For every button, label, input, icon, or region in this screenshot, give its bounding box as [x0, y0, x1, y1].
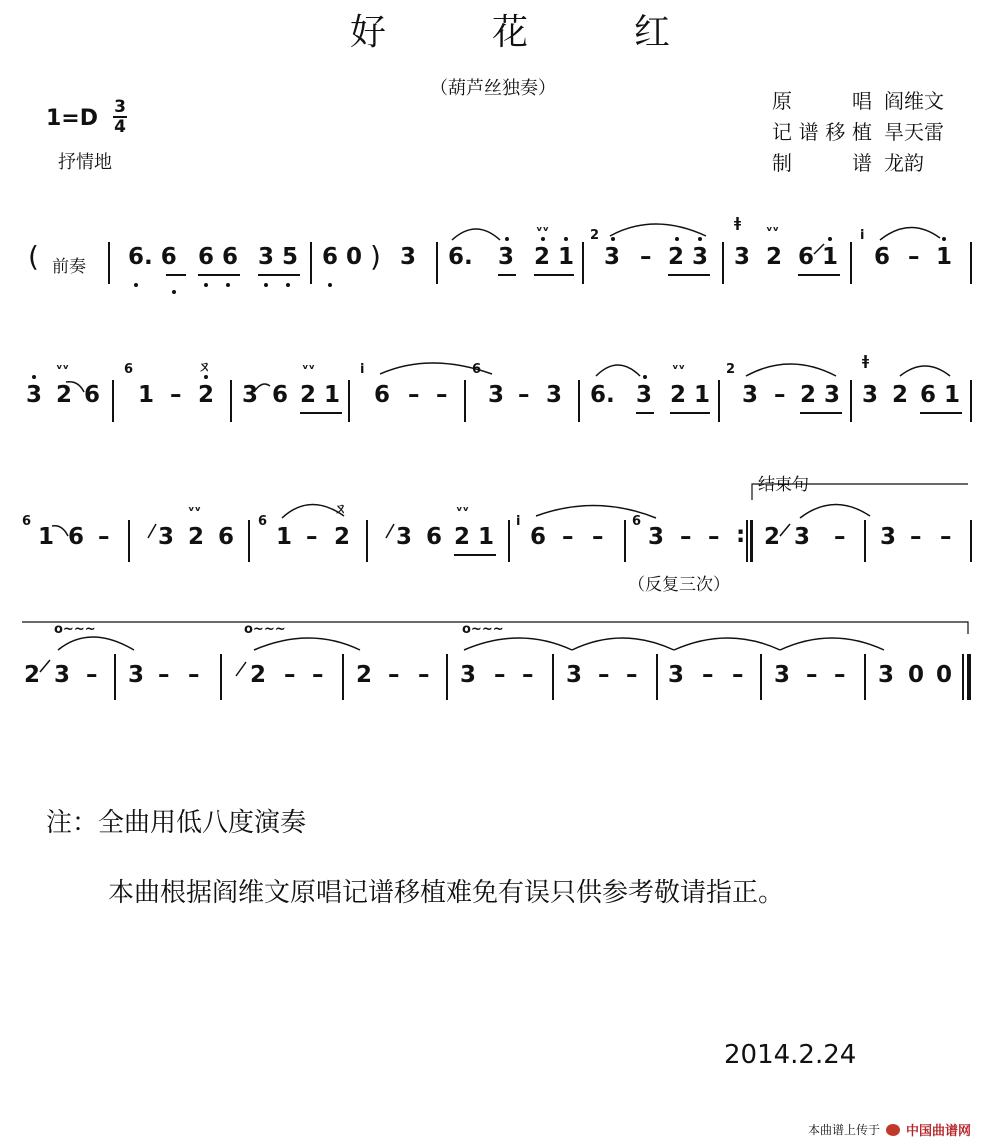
- note-group: 2 3: [800, 382, 841, 408]
- score-line-3: [0, 475, 1000, 595]
- dash: –: [834, 524, 846, 550]
- note: 6: [874, 244, 891, 270]
- credit-role-char: 唱: [852, 89, 872, 113]
- title-char: 花: [491, 12, 528, 53]
- note: 2: [198, 382, 215, 408]
- dash: –: [732, 662, 744, 688]
- grace-note: 6: [472, 362, 482, 377]
- title-char: 好: [350, 12, 387, 53]
- note: 3: [880, 524, 897, 550]
- dash: –: [418, 662, 430, 688]
- open-paren: (: [28, 240, 39, 273]
- tempo-mood: 抒情地: [58, 152, 112, 173]
- note: 2: [56, 382, 73, 408]
- grace-note: i: [360, 362, 365, 377]
- note: 3: [546, 382, 563, 408]
- note: 6.: [448, 244, 473, 270]
- close-paren: ): [370, 240, 381, 273]
- footer-text: 本曲谱上传于: [808, 1123, 881, 1137]
- note: 2: [24, 662, 41, 688]
- dash: –: [408, 382, 420, 408]
- note: 3: [774, 662, 791, 688]
- dash: –: [592, 524, 604, 550]
- note: 6: [68, 524, 85, 550]
- dash: –: [562, 524, 574, 550]
- note: 3: [742, 382, 759, 408]
- credit-name: 龙韵: [884, 151, 924, 175]
- note-group: 2 1: [454, 524, 495, 550]
- time-signature: [113, 98, 127, 136]
- grace-note: i: [860, 228, 865, 243]
- note: 3: [734, 244, 751, 270]
- grace-note: 2: [726, 362, 736, 377]
- note: 3: [668, 662, 685, 688]
- credit-role: [772, 148, 872, 179]
- trill-mark: ᵥᵥ: [188, 500, 202, 515]
- note: 3: [54, 662, 71, 688]
- dash: –: [702, 662, 714, 688]
- note: 3: [604, 244, 621, 270]
- dash: –: [170, 382, 182, 408]
- note: 3: [158, 524, 175, 550]
- ornament-mark: ㄡ: [198, 360, 212, 375]
- title-char: 红: [633, 12, 670, 53]
- trill-mark: ᵥᵥ: [766, 220, 780, 235]
- rest: 0: [936, 662, 953, 688]
- time-signature-top: 3: [114, 97, 126, 117]
- dash: –: [806, 662, 818, 688]
- note-group: 2 1: [534, 244, 575, 270]
- dash: –: [598, 662, 610, 688]
- credit-role-char: 制: [772, 151, 792, 175]
- vibrato-mark: o~~~: [462, 622, 504, 637]
- dash: –: [940, 524, 952, 550]
- trill-mark: ᵥᵥ: [56, 358, 70, 373]
- grace-note: 6: [22, 514, 32, 529]
- note: 3: [460, 662, 477, 688]
- grace-note: 2: [590, 228, 600, 243]
- date: 2014.2.24: [724, 1040, 857, 1070]
- note-group: 6 6: [198, 244, 239, 270]
- note: 6: [84, 382, 101, 408]
- note-group: 2 1: [300, 382, 341, 408]
- footer-brand[interactable]: 中国曲谱网: [906, 1124, 972, 1139]
- credit-singer: [772, 86, 944, 117]
- key-signature: 1=D: [46, 106, 99, 131]
- credits: [772, 86, 944, 179]
- note: 1: [138, 382, 155, 408]
- note: 3: [26, 382, 43, 408]
- grace-note: i: [516, 514, 521, 529]
- credit-role: [772, 117, 872, 148]
- note-group: 6 1: [920, 382, 961, 408]
- credit-role-char: 植: [851, 120, 872, 144]
- dash: –: [640, 244, 652, 270]
- note: 3: [400, 244, 417, 270]
- repeat-sign: :: [736, 522, 746, 548]
- note: 6.: [590, 382, 615, 408]
- rest: 0: [908, 662, 925, 688]
- dash: –: [312, 662, 324, 688]
- note: 3: [878, 662, 895, 688]
- note: 3: [862, 382, 879, 408]
- dash: –: [834, 662, 846, 688]
- trill-mark: ᵥᵥ: [456, 500, 470, 515]
- note: 3: [794, 524, 811, 550]
- repeat-label: （反复三次）: [628, 575, 730, 595]
- dash: –: [774, 382, 786, 408]
- note: 3: [498, 244, 515, 270]
- slur-layer: [0, 346, 1000, 426]
- note: 6: [218, 524, 235, 550]
- note-group: 2 1: [670, 382, 711, 408]
- trill-mark: ᵥᵥ: [302, 358, 316, 373]
- note-group: 6 1: [798, 244, 839, 270]
- score-line-4: [0, 614, 1000, 714]
- note: 3: [566, 662, 583, 688]
- dash: –: [494, 662, 506, 688]
- credit-role-char: 谱: [798, 120, 819, 144]
- note: 6: [272, 382, 289, 408]
- dash: –: [518, 382, 530, 408]
- credit-role: [772, 86, 872, 117]
- note: 6: [530, 524, 547, 550]
- dash: –: [306, 524, 318, 550]
- dash: –: [98, 524, 110, 550]
- song-title: [350, 4, 670, 55]
- vibrato-mark: o~~~: [244, 622, 286, 637]
- credit-name: 阎维文: [884, 89, 944, 113]
- note: 3: [648, 524, 665, 550]
- credit-role-char: 移: [825, 120, 846, 144]
- credit-role-char: 谱: [852, 151, 872, 175]
- credit-engraver: [772, 148, 944, 179]
- note: 2: [250, 662, 267, 688]
- vibrato-mark: o~~~: [54, 622, 96, 637]
- note: 2: [356, 662, 373, 688]
- slur-layer: [0, 210, 1000, 290]
- slur-layer: [0, 486, 1000, 586]
- ornament-mark: ǂ: [734, 216, 742, 231]
- ornament-mark: ǂ: [862, 354, 870, 369]
- dash: –: [680, 524, 692, 550]
- footer-watermark: [808, 1120, 971, 1139]
- dash: –: [284, 662, 296, 688]
- dash: –: [436, 382, 448, 408]
- dash: –: [626, 662, 638, 688]
- dash: –: [388, 662, 400, 688]
- dash: –: [188, 662, 200, 688]
- credit-transcriber: [772, 117, 944, 148]
- note: 1: [38, 524, 55, 550]
- note: 2: [892, 382, 909, 408]
- ending-label: 结束句: [758, 475, 809, 495]
- note-group: 2 3: [668, 244, 709, 270]
- note: 2: [334, 524, 351, 550]
- note: 6: [426, 524, 443, 550]
- slur-layer: [0, 614, 1000, 714]
- grace-note: 6: [258, 514, 268, 529]
- note-group: 6 0: [322, 244, 363, 270]
- note: 2: [188, 524, 205, 550]
- intro-label: 前奏: [52, 257, 86, 277]
- credit-role-char: 原: [772, 89, 792, 113]
- trill-mark: ᵥᵥ: [536, 220, 550, 235]
- octave-dot: [172, 290, 176, 294]
- subtitle: （葫芦丝独奏）: [430, 78, 556, 99]
- dash: –: [522, 662, 534, 688]
- note: 2: [764, 524, 781, 550]
- note: 3: [396, 524, 413, 550]
- credit-name: 旱天雷: [884, 120, 944, 144]
- site-logo-icon: [886, 1124, 900, 1136]
- note: 1: [276, 524, 293, 550]
- note: 3: [636, 382, 653, 408]
- grace-note: 6: [632, 514, 642, 529]
- score-line-2: [0, 346, 1000, 426]
- ornament-mark: ㄡ: [334, 502, 348, 517]
- score-line-1: [0, 210, 1000, 290]
- note-group: 6. 6: [128, 244, 177, 270]
- dash: –: [910, 524, 922, 550]
- credit-role-char: 记: [772, 120, 792, 144]
- disclaimer-note: 本曲根据阎维文原唱记谱移植难免有误只供参考敬请指正。: [108, 878, 785, 908]
- dash: –: [158, 662, 170, 688]
- dash: –: [86, 662, 98, 688]
- note: 3: [488, 382, 505, 408]
- note: 2: [766, 244, 783, 270]
- note: 6: [374, 382, 391, 408]
- performance-note: 注：全曲用低八度演奏: [46, 808, 307, 838]
- note: 3: [128, 662, 145, 688]
- note-group: 3 5: [258, 244, 299, 270]
- dash: –: [708, 524, 720, 550]
- grace-note: 6: [124, 362, 134, 377]
- note: 3: [242, 382, 259, 408]
- note: 1: [936, 244, 953, 270]
- time-signature-bottom: 4: [114, 117, 126, 137]
- trill-mark: ᵥᵥ: [672, 358, 686, 373]
- dash: –: [908, 244, 920, 270]
